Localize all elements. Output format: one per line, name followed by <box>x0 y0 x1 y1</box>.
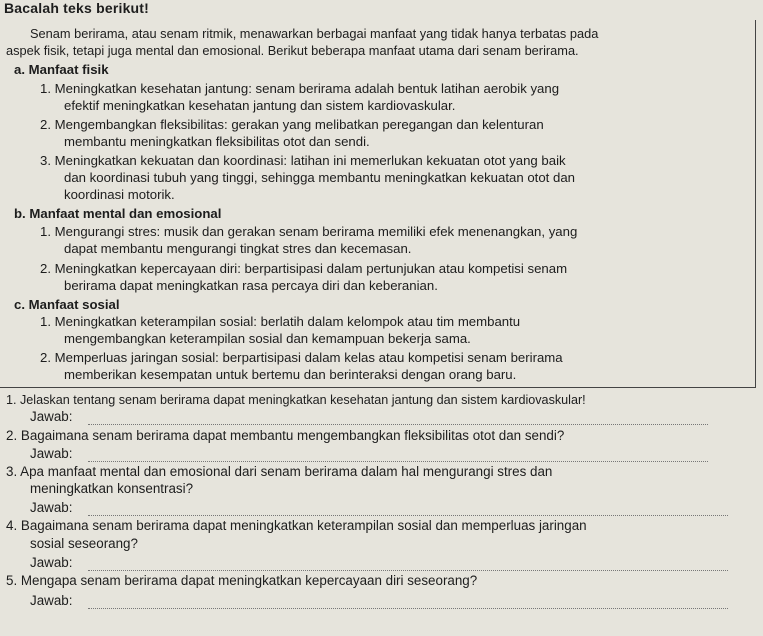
list-item: berirama dapat meningkatkan rasa percaya diri dan keberanian. <box>64 278 438 293</box>
answer-label: Jawab: <box>30 593 73 608</box>
list-item: koordinasi motorik. <box>64 187 175 202</box>
list-item: efektif meningkatkan kesehatan jantung dan sistem kardiovaskular. <box>64 98 456 113</box>
answer-line[interactable] <box>88 424 708 425</box>
section-heading-sosial: c. Manfaat sosial <box>14 297 120 312</box>
question-5: 5. Mengapa senam berirama dapat meningkatkan kepercayaan diri seseorang? <box>6 573 478 588</box>
answer-label: Jawab: <box>30 500 73 515</box>
question-2: 2. Bagaimana senam berirama dapat membantu mengembangkan fleksibilitas otot dan sendi? <box>6 428 565 443</box>
question-1: 1. Jelaskan tentang senam berirama dapat meningkatkan kesehatan jantung dan sistem kardiovaskular! <box>6 393 586 407</box>
answer-label: Jawab: <box>30 555 73 570</box>
answer-label: Jawab: <box>30 409 73 424</box>
list-item: 1. Meningkatkan keterampilan sosial: berlatih dalam kelompok atau tim membantu <box>40 314 521 329</box>
list-item: 2. Meningkatkan kepercayaan diri: berpartisipasi dalam pertunjukan atau kompetisi senam <box>40 261 568 276</box>
list-item: 1. Mengurangi stres: musik dan gerakan senam berirama memiliki efek menenangkan, yang <box>40 224 578 239</box>
intro-line: aspek fisik, tetapi juga mental dan emosional. Berikut beberapa manfaat utama dari senam berirama. <box>6 43 579 58</box>
list-item: 2. Memperluas jaringan sosial: berpartisipasi dalam kelas atau kompetisi senam berirama <box>40 350 563 365</box>
list-item: 2. Mengembangkan fleksibilitas: gerakan yang melibatkan peregangan dan kelenturan <box>40 117 544 132</box>
list-item: dapat membantu mengurangi tingkat stres dan kecemasan. <box>64 241 412 256</box>
page-title: Bacalah teks berikut! <box>4 0 150 16</box>
answer-label: Jawab: <box>30 446 73 461</box>
list-item: dan koordinasi tubuh yang tinggi, sehingga membantu meningkatkan kekuatan otot dan <box>64 170 576 185</box>
question-4: 4. Bagaimana senam berirama dapat meningkatkan keterampilan sosial dan memperluas jaringan <box>6 518 587 533</box>
list-item: 3. Meningkatkan kekuatan dan koordinasi: latihan ini memerlukan kekuatan otot yang baik <box>40 153 566 168</box>
intro-line: Senam berirama, atau senam ritmik, menawarkan berbagai manfaat yang tidak hanya terbatas pada <box>30 26 599 41</box>
answer-line[interactable] <box>88 608 728 609</box>
section-heading-fisik: a. Manfaat fisik <box>14 62 109 77</box>
list-item: mengembangkan keterampilan sosial dan kemampuan bekerja sama. <box>64 331 471 346</box>
list-item: membantu meningkatkan fleksibilitas otot dan sendi. <box>64 134 370 149</box>
answer-line[interactable] <box>88 515 728 516</box>
section-heading-mental: b. Manfaat mental dan emosional <box>14 206 222 221</box>
answer-line[interactable] <box>88 570 728 571</box>
question-3-continued: meningkatkan konsentrasi? <box>30 481 194 496</box>
answer-line[interactable] <box>88 461 708 462</box>
list-item: memberikan kesempatan untuk bertemu dan berinteraksi dengan orang baru. <box>64 367 517 382</box>
question-4-continued: sosial seseorang? <box>30 536 138 551</box>
question-3: 3. Apa manfaat mental dan emosional dari senam berirama dalam hal mengurangi stres dan <box>6 464 553 479</box>
list-item: 1. Meningkatkan kesehatan jantung: senam berirama adalah bentuk latihan aerobik yang <box>40 81 560 96</box>
